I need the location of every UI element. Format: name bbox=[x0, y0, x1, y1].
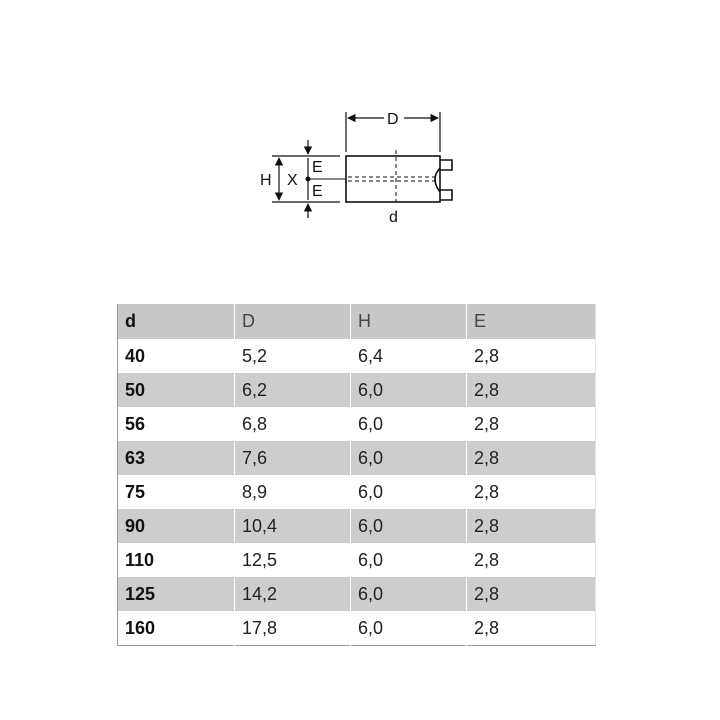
table-row bbox=[118, 373, 596, 407]
cell-D: 6,8 bbox=[235, 407, 351, 441]
header-D: D bbox=[235, 304, 351, 339]
cell-H: 6,0 bbox=[351, 441, 467, 475]
table-row bbox=[118, 441, 596, 475]
table-row bbox=[118, 577, 596, 611]
cell-H: 6,0 bbox=[351, 373, 467, 407]
table-row bbox=[118, 475, 596, 509]
cell-D: 8,9 bbox=[235, 475, 351, 509]
cell-D: 5,2 bbox=[235, 339, 351, 373]
cell-E: 2,8 bbox=[467, 475, 596, 509]
cell-E: 2,8 bbox=[467, 611, 596, 646]
table-row bbox=[118, 339, 596, 373]
cell-d: 160 bbox=[118, 611, 235, 646]
cell-d: 125 bbox=[118, 577, 235, 611]
cell-H: 6,0 bbox=[351, 475, 467, 509]
dimension-X-label: X bbox=[287, 172, 298, 189]
cell-E: 2,8 bbox=[467, 509, 596, 543]
table-row bbox=[118, 407, 596, 441]
cell-d: 63 bbox=[118, 441, 235, 475]
table-row bbox=[118, 543, 596, 577]
cell-E: 2,8 bbox=[467, 373, 596, 407]
cell-D: 14,2 bbox=[235, 577, 351, 611]
cell-D: 17,8 bbox=[235, 611, 351, 646]
part-body bbox=[346, 156, 452, 202]
cell-H: 6,0 bbox=[351, 577, 467, 611]
cell-H: 6,4 bbox=[351, 339, 467, 373]
cell-d: 90 bbox=[118, 509, 235, 543]
dimensions-table bbox=[117, 304, 596, 646]
cell-H: 6,0 bbox=[351, 543, 467, 577]
table-header-row bbox=[118, 304, 596, 339]
cell-E: 2,8 bbox=[467, 441, 596, 475]
dimension-E-bottom-label: E bbox=[312, 183, 323, 200]
dimension-E-top-label: E bbox=[312, 159, 323, 176]
cell-E: 2,8 bbox=[467, 543, 596, 577]
cell-E: 2,8 bbox=[467, 339, 596, 373]
cell-E: 2,8 bbox=[467, 407, 596, 441]
cell-d: 75 bbox=[118, 475, 235, 509]
cell-H: 6,0 bbox=[351, 407, 467, 441]
cell-D: 10,4 bbox=[235, 509, 351, 543]
cell-D: 7,6 bbox=[235, 441, 351, 475]
cell-d: 110 bbox=[118, 543, 235, 577]
header-d: d bbox=[118, 304, 235, 339]
cell-E: 2,8 bbox=[467, 577, 596, 611]
table-row bbox=[118, 509, 596, 543]
dimension-d-label: d bbox=[389, 209, 398, 226]
cell-D: 12,5 bbox=[235, 543, 351, 577]
table-row bbox=[118, 611, 596, 646]
cell-H: 6,0 bbox=[351, 611, 467, 646]
technical-drawing bbox=[0, 0, 720, 260]
dimension-H-label: H bbox=[260, 172, 272, 189]
center-lines bbox=[348, 150, 438, 206]
cell-d: 56 bbox=[118, 407, 235, 441]
cell-D: 6,2 bbox=[235, 373, 351, 407]
dimension-D-label: D bbox=[387, 111, 399, 128]
header-H: H bbox=[351, 304, 467, 339]
header-E: E bbox=[467, 304, 596, 339]
cell-H: 6,0 bbox=[351, 509, 467, 543]
cell-d: 50 bbox=[118, 373, 235, 407]
cell-d: 40 bbox=[118, 339, 235, 373]
